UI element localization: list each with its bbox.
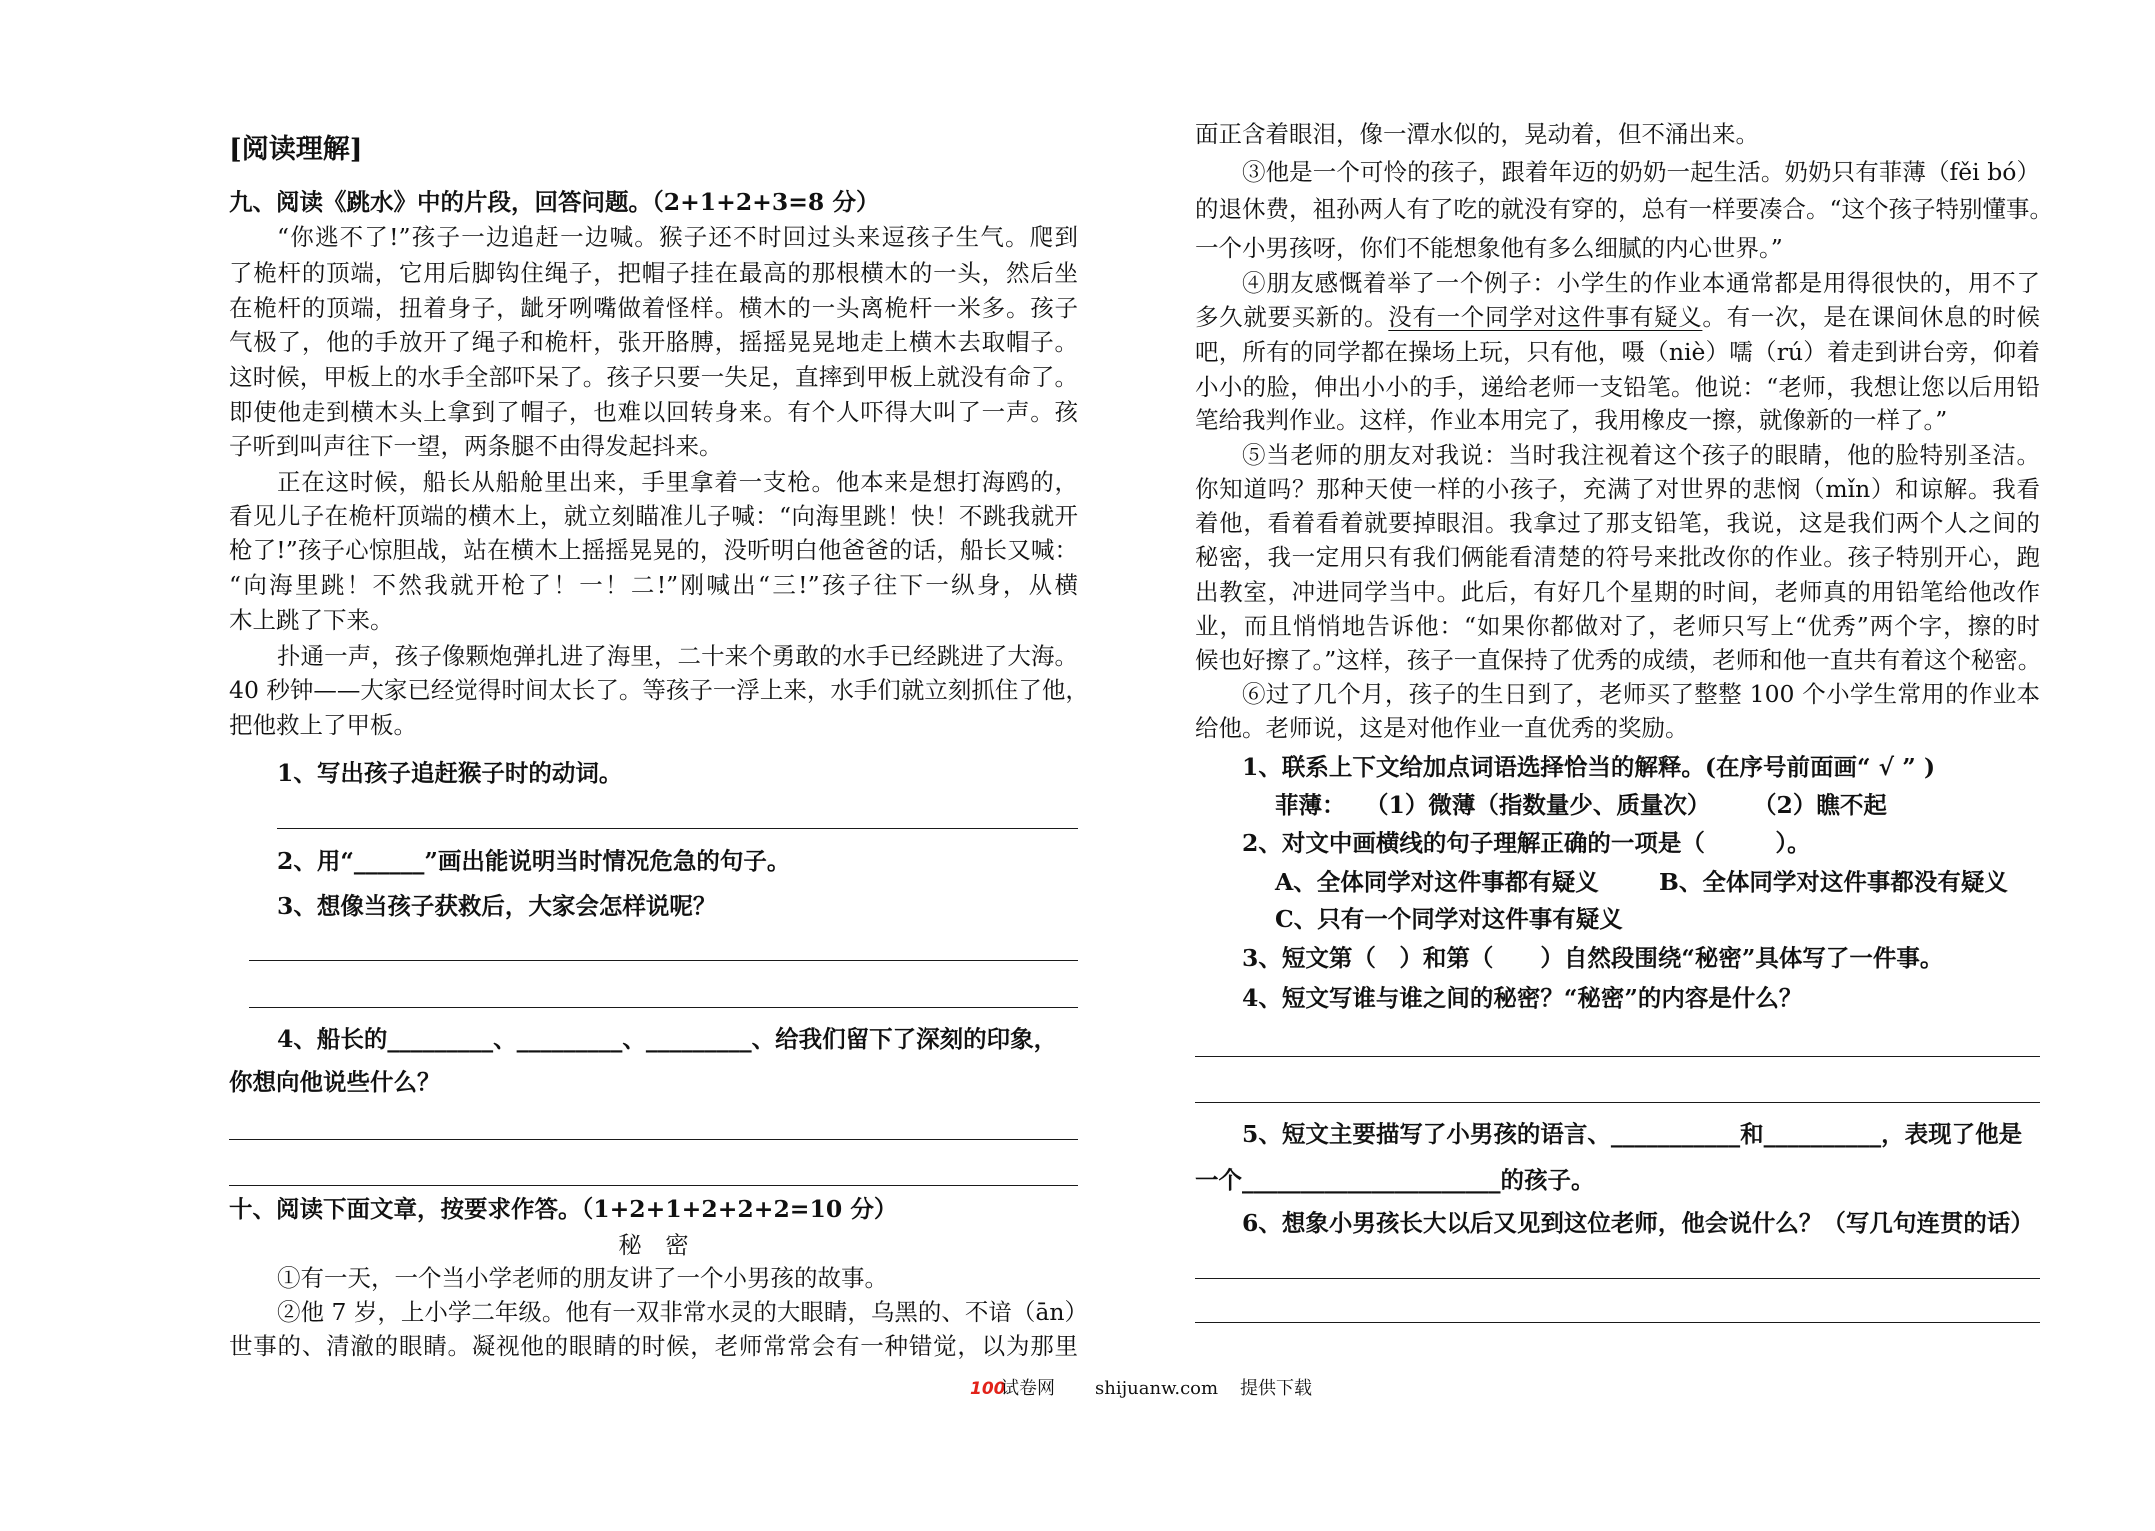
passage-line: 这时候，甲板上的水手全部吓呆了。孩子只要一失足，直摔到甲板上就没有命了。 — [229, 363, 1078, 391]
answer-line — [1195, 1322, 2040, 1323]
question-9-1: 1、写出孩子追赶猴子时的动词。 — [277, 759, 623, 787]
passage-line — [1195, 300, 2040, 334]
answer-line — [229, 1185, 1078, 1186]
footer-domain: shijuanw.com — [1095, 1378, 1219, 1399]
passage-line: ①有一天，一个当小学老师的朋友讲了一个小男孩的故事。 — [277, 1264, 888, 1292]
answer-line — [277, 828, 1078, 829]
passage-line: 一个小男孩呀，你们不能想象他有多么细腻的内心世界。” — [1195, 234, 1783, 262]
question-9-2: 2、用“______”画出能说明当时情况危急的句子。 — [277, 847, 791, 875]
passage-line: 看见儿子在桅杆顶端的横木上，就立刻瞄准儿子喊：“向海里跳！快！不跳我就开 — [229, 502, 1078, 530]
section-heading: [阅读理解] — [229, 134, 363, 165]
passage-line: 着他，看着看着就要掉眼泪。我拿过了那支铅笔，我说，这是我们两个人之间的 — [1195, 509, 2040, 537]
passage-line: ③他是一个可怜的孩子，跟着年迈的奶奶一起生活。奶奶只有菲薄（fěi bó） — [1242, 158, 2040, 186]
passage-segment: 。有一次，是在课间休息的时候 — [1702, 303, 2041, 331]
footer-site-name: 试卷网 — [1001, 1378, 1055, 1399]
question-10-3: 3、短文第（ ）和第（ ）自然段围绕“秘密”具体写了一件事。 — [1242, 944, 1944, 972]
question-10-2: 2、对文中画横线的句子理解正确的一项是（ ）。 — [1242, 829, 1811, 857]
question-10-4: 4、短文写谁与谁之间的秘密？“秘密”的内容是什么？ — [1242, 984, 1803, 1012]
passage-line: 即使他走到横木头上拿到了帽子，也难以回转身来。有个人吓得大叫了一声。孩 — [229, 398, 1078, 426]
passage-line: 枪了!”孩子心惊胆战，站在横木上摇摇晃晃的，没听明白他爸爸的话，船长又喊： — [229, 536, 1078, 564]
underlined-sentence: 没有一个同学对这件事有疑义 — [1388, 303, 1703, 331]
passage-line: “向海里跳！不然我就开枪了！一！二!”刚喊出“三!”孩子往下一纵身，从横 — [229, 571, 1078, 599]
question-10-1-term: 菲薄： — [1275, 791, 1346, 819]
passage-line: 出教室，冲进同学当中。此后，有好几个星期的时间，老师真的用铅笔给他改作 — [1195, 578, 2040, 606]
passage-line: 吧，所有的同学都在操场上玩，只有他，嗫（niè）嚅（rú）着走到讲台旁，仰着 — [1195, 338, 2040, 366]
passage-line: 候也好擦了。”这样，孩子一直保持了优秀的成绩，老师和他一直共有着这个秘密。 — [1195, 646, 2042, 674]
passage-line: 气极了，他的手放开了绳子和桅杆，张开胳膊，摇摇晃晃地走上横木去取帽子。 — [229, 328, 1078, 356]
passage-line: 扑通一声，孩子像颗炮弹扎进了海里，二十来个勇敢的水手已经跳进了大海。 — [277, 642, 1078, 670]
passage-line: 你知道吗？那种天使一样的小孩子，充满了对世界的悲悯（mǐn）和谅解。我看 — [1195, 475, 2040, 503]
answer-line — [249, 1007, 1078, 1008]
passage-line: 面正含着眼泪，像一潭水似的，晃动着，但不涌出来。 — [1195, 120, 1759, 148]
answer-line — [1195, 1102, 2040, 1103]
answer-line — [1195, 1056, 2040, 1057]
question-9-title: 九、阅读《跳水》中的片段，回答问题。（2+1+2+3=8 分） — [229, 188, 880, 216]
passage-line: 在桅杆的顶端，扭着身子，龇牙咧嘴做着怪样。横木的一头离桅杆一米多。孩子 — [229, 294, 1078, 322]
footer-logo-number: 100 — [970, 1379, 1006, 1399]
answer-line — [1195, 1278, 2040, 1279]
passage-line: 秘密，我一定用只有我们俩能看清楚的符号来批改你的作业。孩子特别开心，跑 — [1195, 543, 2040, 571]
passage-line: ②他 7 岁，上小学二年级。他有一双非常水灵的大眼睛，乌黑的、不谙（ān） — [277, 1298, 1089, 1326]
question-9-4: 4、船长的_________、_________、_________、给我们留下了深刻的印象， — [277, 1025, 1058, 1053]
question-10-2-option-c: C、只有一个同学对这件事有疑义 — [1275, 905, 1623, 933]
question-10-1: 1、联系上下文给加点词语选择恰当的解释。(在序号前面画“ √ ” ) — [1242, 753, 1936, 781]
question-10-5-continued: 一个______________________的孩子。 — [1195, 1166, 1595, 1194]
answer-line — [249, 960, 1078, 961]
passage-line: 40 秒钟——大家已经觉得时间太长了。等孩子一浮上来，水手们就立刻抓住了他， — [229, 676, 1089, 704]
passage-line: 笔给我判作业。这样，作业本用完了，我用橡皮一擦，就像新的一样了。” — [1195, 406, 1948, 434]
passage-line: ⑤当老师的朋友对我说：当时我注视着这个孩子的眼睛，他的脸特别圣洁。 — [1242, 441, 2040, 469]
article-title: 秘 密 — [618, 1231, 689, 1259]
passage-line: 了桅杆的顶端，它用后脚钩住绳子，把帽子挂在最高的那根横木的一头，然后坐 — [229, 259, 1078, 287]
question-10-1-option-2: （2）瞧不起 — [1753, 791, 1887, 819]
question-10-title: 十、阅读下面文章，按要求作答。（1+2+1+2+2+2=10 分） — [229, 1195, 898, 1223]
passage-line: 子听到叫声往下一望，两条腿不由得发起抖来。 — [229, 432, 723, 460]
question-10-1-option-1: （1）微薄（指数量少、质量次） — [1365, 791, 1711, 819]
passage-line: ④朋友感慨着举了一个例子：小学生的作业本通常都是用得很快的，用不了 — [1242, 269, 2040, 297]
question-10-5: 5、短文主要描写了小男孩的语言、___________和__________，表现了他是 — [1242, 1120, 2023, 1148]
passage-segment: 多久就要买新的。 — [1195, 303, 1389, 331]
passage-line: ⑥过了几个月，孩子的生日到了，老师买了整整 100 个小学生常用的作业本 — [1242, 680, 2040, 708]
question-10-2-option-b: B、全体同学对这件事都没有疑义 — [1659, 868, 2008, 896]
answer-line — [229, 1139, 1078, 1140]
question-9-4-continued: 你想向他说些什么？ — [229, 1068, 441, 1096]
footer-note: 提供下载 — [1240, 1378, 1312, 1399]
passage-line: “你逃不了!”孩子一边追赶一边喊。猴子还不时回过头来逗孩子生气。爬到 — [277, 223, 1078, 251]
passage-line: 小小的脸，伸出小小的手，递给老师一支铅笔。他说：“老师，我想让您以后用铅 — [1195, 373, 2040, 401]
passage-line: 正在这时候，船长从船舱里出来，手里拿着一支枪。他本来是想打海鸥的， — [277, 468, 1078, 496]
passage-line: 业，而且悄悄地告诉他：“如果你都做对了，老师只写上“优秀”两个字，擦的时 — [1195, 612, 2040, 640]
passage-line: 给他。老师说，这是对他作业一直优秀的奖励。 — [1195, 714, 1689, 742]
passage-line: 把他救上了甲板。 — [229, 711, 417, 739]
passage-line: 的退休费，祖孙两人有了吃的就没有穿的，总有一样要凑合。“这个孩子特别懂事。 — [1195, 195, 2054, 223]
question-10-2-option-a: A、全体同学对这件事都有疑义 — [1275, 868, 1599, 896]
question-10-6: 6、想象小男孩长大以后又见到这位老师，他会说什么？（写几句连贯的话） — [1242, 1209, 2034, 1237]
question-9-3: 3、想像当孩子获救后，大家会怎样说呢？ — [277, 892, 717, 920]
passage-line: 世事的、清澈的眼睛。凝视他的眼睛的时候，老师常常会有一种错觉，以为那里 — [229, 1332, 1078, 1360]
passage-line: 木上跳了下来。 — [229, 606, 394, 634]
